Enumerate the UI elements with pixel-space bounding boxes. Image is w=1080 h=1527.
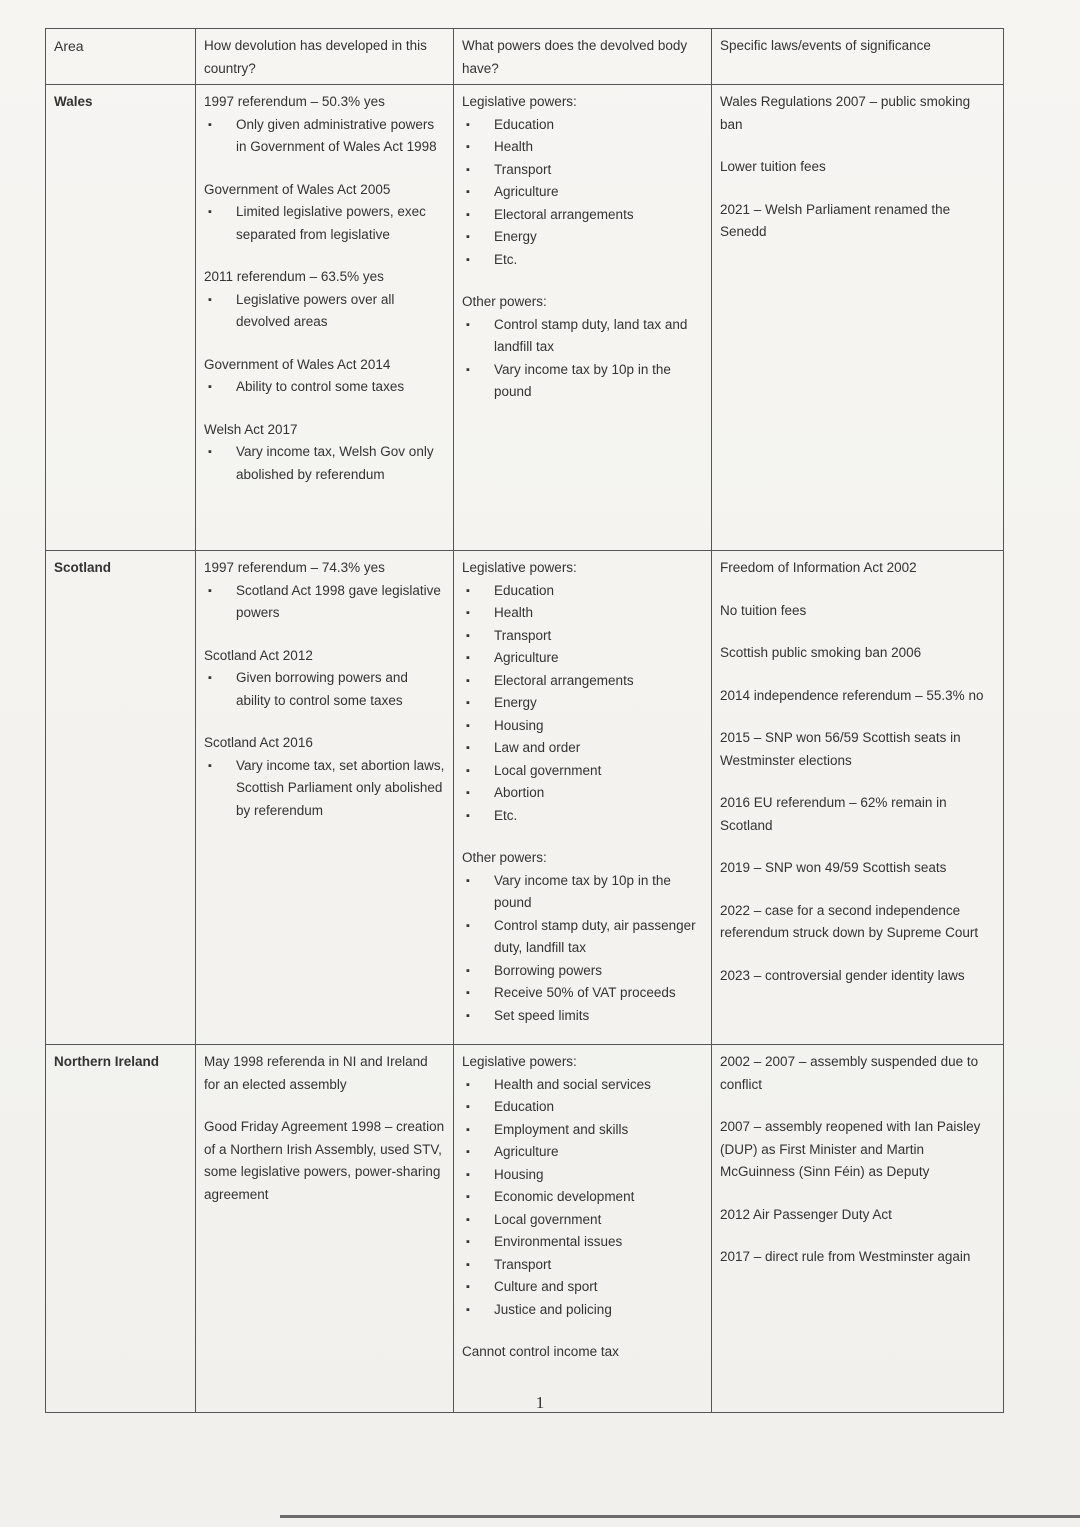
powers-block-title: Other powers: (462, 850, 547, 865)
bullet-item: ▪ Transport (494, 1254, 703, 1277)
development-block-title: Government of Wales Act 2005 (204, 181, 391, 197)
row-development-cell (196, 1045, 454, 1413)
development-block (204, 266, 445, 334)
law-event: 2015 – SNP won 56/59 Scottish seats in Westminster elections (720, 730, 961, 768)
bullet-item: ▪ Education (494, 1096, 703, 1119)
development-block-title: May 1998 referenda in NI and Ireland for an elected assembly (204, 1054, 428, 1092)
development-block-title: Welsh Act 2017 (204, 421, 298, 437)
powers-block (462, 557, 703, 827)
development-block (204, 91, 445, 159)
bullet-item: ▪ Environmental issues (494, 1231, 703, 1254)
bullet-item: ▪ Scotland Act 1998 gave legislative powers (236, 580, 445, 625)
development-block (204, 732, 445, 822)
table-body (46, 85, 1004, 1413)
development-bullet-list (204, 755, 445, 823)
bullet-item: ▪ Set speed limits (494, 1005, 703, 1028)
bullet-item: ▪ Given borrowing powers and ability to control some taxes (236, 667, 445, 712)
bullet-item: ▪ Energy (494, 226, 703, 249)
bullet-item: ▪ Employment and skills (494, 1119, 703, 1142)
bullet-item: ▪ Education (494, 114, 703, 137)
page-number: 1 (535, 1393, 545, 1412)
powers-block-title: Cannot control income tax (462, 1344, 619, 1359)
powers-block-title: Legislative powers: (462, 1054, 577, 1069)
bullet-item: ▪ Vary income tax, Welsh Gov only abolished by referendum (236, 441, 445, 486)
development-block-title: 1997 referendum – 74.3% yes (204, 560, 385, 575)
table-row (46, 85, 1004, 551)
law-event: Lower tuition fees (720, 159, 826, 174)
bullet-item: ▪ Transport (494, 625, 703, 648)
development-block (204, 557, 445, 625)
development-block (204, 419, 445, 487)
development-block (204, 179, 445, 247)
powers-bullet-list (462, 1074, 703, 1322)
bullet-item: ▪ Health (494, 136, 703, 159)
law-event: Scottish public smoking ban 2006 (720, 645, 922, 660)
powers-bullet-list (462, 580, 703, 828)
development-block (204, 645, 445, 713)
bullet-item: ▪ Vary income tax, set abortion laws, Scottish Parliament only abolished by referendum (236, 755, 445, 823)
row-area-name: Wales (46, 85, 196, 551)
bullet-item: ▪ Etc. (494, 249, 703, 272)
law-event: 2012 Air Passenger Duty Act (720, 1206, 892, 1222)
development-bullet-list (204, 201, 445, 246)
bullet-item: ▪ Borrowing powers (494, 960, 703, 983)
law-event: 2016 EU referendum – 62% remain in Scotland (720, 795, 947, 833)
law-event: 2019 – SNP won 49/59 Scottish seats (720, 860, 947, 875)
bullet-item: ▪ Only given administrative powers in Government of Wales Act 1998 (236, 114, 445, 159)
bullet-item: ▪ Transport (494, 159, 703, 182)
development-block (204, 1051, 445, 1096)
bullet-item: ▪ Local government (494, 1209, 703, 1232)
table-row (46, 1045, 1004, 1413)
law-event: 2002 – 2007 – assembly suspended due to conflict (720, 1054, 979, 1092)
row-powers-cell (454, 85, 712, 551)
powers-block (462, 1341, 703, 1364)
bullet-item: ▪ Economic development (494, 1186, 703, 1209)
row-powers-cell (454, 1045, 712, 1413)
row-area-name: Northern Ireland (46, 1045, 196, 1413)
powers-block (462, 291, 703, 404)
bullet-item: ▪ Electoral arrangements (494, 204, 703, 227)
row-powers-cell (454, 551, 712, 1045)
development-block-title: Good Friday Agreement 1998 – creation of a Northern Irish Assembly, used STV, some legislative powers, power-sharing agreement (204, 1119, 445, 1202)
powers-block-title: Legislative powers: (462, 94, 577, 109)
bullet-item: ▪ Energy (494, 692, 703, 715)
devolution-table (45, 28, 1004, 1413)
law-event: 2014 independence referendum – 55.3% no (720, 687, 984, 703)
law-event: 2022 – case for a second independence referendum struck down by Supreme Court (720, 902, 979, 940)
development-block-title: 1997 referendum – 50.3% yes (204, 94, 385, 109)
powers-block-title: Other powers: (462, 294, 547, 309)
bullet-item: ▪ Control stamp duty, land tax and landfill tax (494, 314, 703, 359)
row-laws-cell (712, 551, 1004, 1045)
powers-block-title: Legislative powers: (462, 560, 577, 575)
bullet-item: ▪ Vary income tax by 10p in the pound (494, 359, 703, 404)
development-bullet-list (204, 667, 445, 712)
development-bullet-list (204, 114, 445, 159)
powers-bullet-list (462, 870, 703, 1028)
development-block-title: Scotland Act 2012 (204, 647, 313, 663)
powers-block (462, 1051, 703, 1321)
bullet-item: ▪ Abortion (494, 782, 703, 805)
table-row (46, 551, 1004, 1045)
powers-block (462, 847, 703, 1027)
bullet-item: ▪ Legislative powers over all devolved areas (236, 289, 445, 334)
bullet-item: ▪ Agriculture (494, 181, 703, 204)
bullet-item: ▪ Control stamp duty, air passenger duty, landfill tax (494, 915, 703, 960)
bottom-edge-line (280, 1515, 1080, 1518)
bullet-item: ▪ Culture and sport (494, 1276, 703, 1299)
bullet-item: ▪ Health and social services (494, 1074, 703, 1097)
bullet-item: ▪ Receive 50% of VAT proceeds (494, 982, 703, 1005)
row-development-cell (196, 551, 454, 1045)
development-block (204, 1116, 445, 1206)
bullet-item: ▪ Vary income tax by 10p in the pound (494, 870, 703, 915)
header-row (46, 29, 1004, 85)
powers-block (462, 91, 703, 271)
development-block-title: 2011 referendum – 63.5% yes (204, 269, 384, 284)
law-event: Freedom of Information Act 2002 (720, 560, 917, 575)
bullet-item: ▪ Agriculture (494, 647, 703, 670)
law-event: 2023 – controversial gender identity laws (720, 967, 965, 983)
bullet-item: ▪ Local government (494, 760, 703, 783)
law-event: 2007 – assembly reopened with Ian Paisley (DUP) as First Minister and Martin McGuinness (Sinn Féin) as Deputy (720, 1119, 981, 1179)
header-development: How devolution has developed in this country? (196, 29, 454, 85)
row-development-cell (196, 85, 454, 551)
bullet-item: ▪ Agriculture (494, 1141, 703, 1164)
powers-bullet-list (462, 114, 703, 272)
law-event: 2021 – Welsh Parliament renamed the Senedd (720, 201, 951, 239)
development-bullet-list (204, 441, 445, 486)
powers-bullet-list (462, 314, 703, 404)
bullet-item: ▪ Ability to control some taxes (236, 376, 445, 399)
law-event: No tuition fees (720, 602, 807, 618)
law-event: Wales Regulations 2007 – public smoking ban (720, 94, 971, 132)
development-bullet-list (204, 289, 445, 334)
bullet-item: ▪ Limited legislative powers, exec separated from legislative (236, 201, 445, 246)
development-bullet-list (204, 376, 445, 399)
bullet-item: ▪ Housing (494, 1164, 703, 1187)
bullet-item: ▪ Health (494, 602, 703, 625)
development-bullet-list (204, 580, 445, 625)
development-block (204, 354, 445, 399)
bullet-item: ▪ Law and order (494, 737, 703, 760)
row-laws-cell (712, 1045, 1004, 1413)
bullet-item: ▪ Etc. (494, 805, 703, 828)
header-powers: What powers does the devolved body have? (454, 29, 712, 85)
development-block-title: Government of Wales Act 2014 (204, 356, 391, 372)
row-area-name: Scotland (46, 551, 196, 1045)
bullet-item: ▪ Education (494, 580, 703, 603)
bullet-item: ▪ Justice and policing (494, 1299, 703, 1322)
law-event: 2017 – direct rule from Westminster again (720, 1249, 971, 1264)
header-area: Area (46, 29, 196, 85)
bullet-item: ▪ Housing (494, 715, 703, 738)
development-block-title: Scotland Act 2016 (204, 735, 313, 750)
row-laws-cell (712, 85, 1004, 551)
header-laws: Specific laws/events of significance (712, 29, 1004, 85)
bullet-item: ▪ Electoral arrangements (494, 670, 703, 693)
